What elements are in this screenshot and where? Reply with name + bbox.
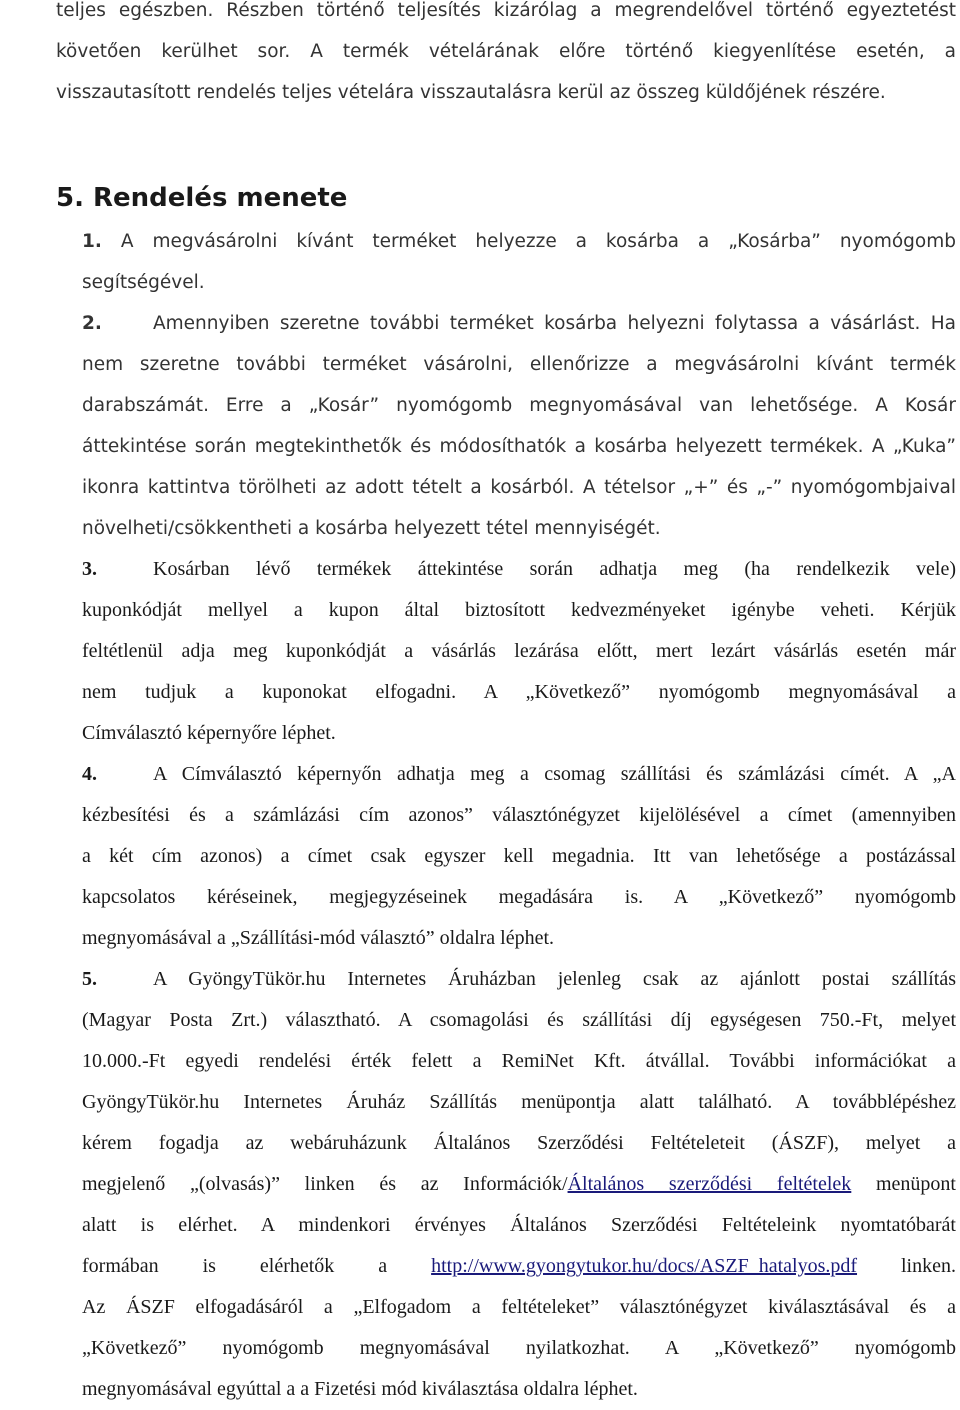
text-line [82, 1164, 956, 1205]
list-item-4 [82, 754, 956, 959]
text-line [82, 1246, 956, 1287]
item-text: megjelenő „(olvasás)” linken és az Információk/ [82, 1173, 568, 1195]
text-line: visszautasított rendelés teljes vételára visszautalásra kerül az összeg küldőjének részére. [56, 82, 886, 103]
text-line: „Következő” nyomógomb megnyomásával nyilatkozhat. A „Következő” nyomógomb [82, 1337, 956, 1359]
text-line: (Magyar Posta Zrt.) választható. A csomagolási és szállítási díj egységesen 750.-Ft, melyet [82, 1009, 956, 1031]
text-line: segítségével. [82, 272, 205, 293]
text-line: 10.000.-Ft egyedi rendelési érték felett a RemiNet Kft. átvállal. További információkat a [82, 1050, 956, 1072]
list-item-2 [82, 303, 956, 549]
text-line [82, 221, 956, 262]
text-line [82, 549, 956, 590]
text-line: GyöngyTükör.hu Internetes Áruház Szállítás menüpontja alatt található. A továbblépéshez [82, 1091, 956, 1113]
text-line: kérem fogadja az webáruházunk Általános Szerződési Feltételeteit (ÁSZF), melyet a [82, 1132, 956, 1154]
text-line [82, 754, 956, 795]
text-line [82, 303, 956, 344]
item-number: 3. [82, 558, 97, 580]
text-line: megnyomásával egyúttal a a Fizetési mód kiválasztása oldalra léphet. [82, 1378, 638, 1400]
aszf-pdf-link[interactable]: http://www.gyongytukor.hu/docs/ASZF_hatalyos.pdf [431, 1255, 858, 1277]
item-text: A megvásárolni kívánt terméket helyezze a kosárba a „Kosárba” nyomógomb [120, 231, 956, 252]
aszf-menu-link[interactable]: Általános szerződési feltételek [567, 1173, 852, 1195]
list-item-3 [82, 549, 956, 754]
text-line: Címválasztó képernyőre léphet. [82, 722, 336, 744]
text-line: alatt is elérhet. A mindenkori érvényes Általános Szerződési Feltételeink nyomtatóbarát [82, 1214, 956, 1236]
item-text: menüpont [851, 1173, 956, 1195]
item-text: A GyöngyTükör.hu Internetes Áruházban jelenleg csak az ajánlott postai szállítás [153, 968, 956, 990]
item-number: 1. [82, 231, 102, 252]
item-number: 5. [82, 968, 97, 990]
item-text: Kosárban lévő termékek áttekintése során adhatja meg (ha rendelkezik vele) [153, 558, 956, 580]
item-text: A Címválasztó képernyőn adhatja meg a csomag szállítási és számlázási címét. A „A [153, 763, 956, 785]
item-text: Amennyiben szeretne további terméket kosárba helyezni folytassa a vásárlást. Ha [153, 313, 956, 334]
text-line: nem szeretne további terméket vásárolni, ellenőrizze a megvásárolni kívánt termék [82, 354, 956, 375]
item-number: 4. [82, 763, 97, 785]
item-number: 2. [82, 313, 102, 334]
text-line: teljes egészben. Részben történő teljesítés kizárólag a megrendelővel történő egyeztetést [56, 0, 956, 21]
text-line: feltétlenül adja meg kuponkódját a vásárlás lezárása előtt, mert lezárt vásárlás esetén már [82, 640, 956, 662]
section-heading: 5. Rendelés menete [56, 183, 348, 213]
text-line: követően kerülhet sor. A termék vételárának előre történő kiegyenlítése esetén, a [56, 41, 956, 62]
text-line: Az ÁSZF elfogadásáról a „Elfogadom a feltételeket” választónégyzet kiválasztásával és a [82, 1296, 956, 1318]
list-item-1 [82, 221, 956, 303]
text-line: a két cím azonos) a címet csak egyszer kell megadnia. Itt van lehetősége a postázással [82, 845, 956, 867]
text-line: ikonra kattintva törölheti az adott tételt a kosárból. A tételsor „+” és „-” nyomógombjaival [82, 477, 956, 498]
text-line: növelheti/csökkentheti a kosárba helyezett tétel mennyiségét. [82, 518, 661, 539]
text-line: áttekintése során megtekinthetők és módosíthatók a kosárba helyezett termékek. A „Kuka” [82, 436, 956, 457]
text-line [82, 959, 956, 1000]
text-line: nem tudjuk a kuponokat elfogadni. A „Következő” nyomógomb megnyomásával a [82, 681, 956, 703]
item-text: formában is elérhetők a [82, 1255, 432, 1277]
text-line: kapcsolatos kéréseinek, megjegyzéseinek megadására is. A „Következő” nyomógomb [82, 886, 956, 908]
item-text: linken. [857, 1255, 956, 1277]
text-line: kézbesítési és a számlázási cím azonos” választónégyzet kijelölésével a címet (amennyiben [82, 804, 956, 826]
text-line: megnyomásával a „Szállítási-mód választó” oldalra léphet. [82, 927, 555, 949]
text-line: darabszámát. Erre a „Kosár” nyomógomb megnyomásával van lehetősége. A Kosár [82, 395, 956, 416]
text-line: kuponkódját mellyel a kupon által biztosított kedvezményeket igénybe veheti. Kérjük [82, 599, 956, 621]
intro-paragraph [56, 0, 956, 113]
list-item-5 [82, 959, 956, 1410]
